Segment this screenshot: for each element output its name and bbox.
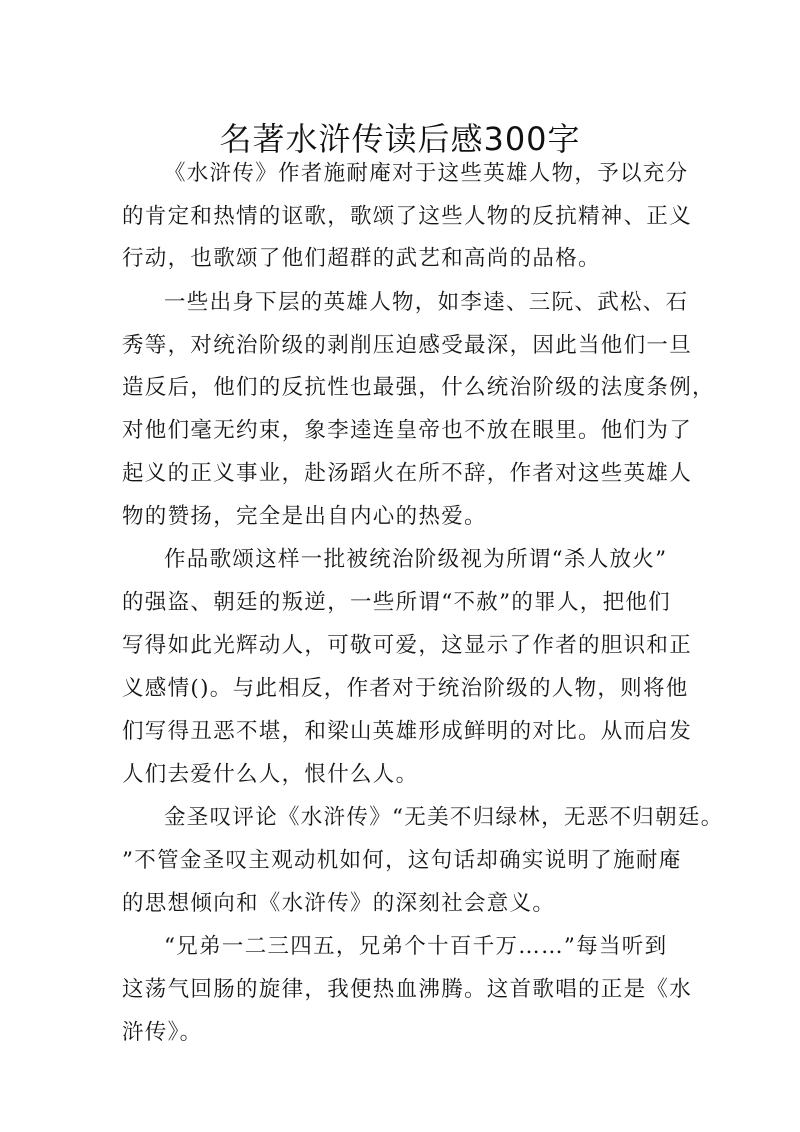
paragraph-3-line-3: 写得如此光辉动人，可敬可爱，这显示了作者的胆识和正: [122, 633, 693, 658]
paragraph-5-line-2: 这荡气回肠的旋律，我便热血沸腾。这首歌唱的正是《水: [122, 977, 693, 1002]
paragraph-1-line-2: 的肯定和热情的讴歌，歌颂了这些人物的反抗精神、正义: [122, 204, 693, 229]
paragraph-2-line-4: 对他们毫无约束，象李逵连皇帝也不放在眼里。他们为了: [122, 418, 693, 443]
paragraph-2-line-5: 起义的正义事业，赴汤蹈火在所不辞，作者对这些英雄人: [122, 461, 693, 486]
paragraph-3-line-2: 的强盗、朝廷的叛逆，一些所谓“不赦”的罪人，把他们: [122, 590, 671, 615]
paragraph-3-line-4: 义感情()。与此相反，作者对于统治阶级的人物，则将他: [122, 676, 689, 701]
paragraph-1-line-1: 《水浒传》作者施耐庵对于这些英雄人物，予以充分: [164, 161, 689, 186]
paragraph-3-line-6: 人们去爱什么人，恨什么人。: [122, 762, 419, 787]
paragraph-1-line-3: 行动，也歌颂了他们超群的武艺和高尚的品格。: [122, 246, 601, 271]
paragraph-3-line-1: 作品歌颂这样一批被统治阶级视为所谓“杀人放火”: [164, 547, 668, 572]
paragraph-4-line-3: 的思想倾向和《水浒传》的深刻社会意义。: [122, 891, 556, 916]
paragraph-2-line-1: 一些出身下层的英雄人物，如李逵、三阮、武松、石: [164, 290, 689, 315]
paragraph-2-line-3: 造反后，他们的反抗性也最强，什么统治阶级的法度条例，: [122, 375, 715, 400]
paragraph-5-line-3: 浒传》。: [122, 1020, 203, 1045]
paragraph-4-line-1: 金圣叹评论《水浒传》“无美不归绿林，无恶不归朝廷。: [164, 805, 724, 830]
paragraph-2-line-2: 秀等，对统治阶级的剥削压迫感受最深，因此当他们一旦: [122, 333, 693, 358]
paragraph-3-line-5: 们写得丑恶不堪，和梁山英雄形成鲜明的对比。从而启发: [122, 719, 693, 744]
paragraph-5-line-1: “兄弟一二三四五，兄弟个十百千万……”每当听到: [164, 934, 668, 959]
document-title: 名著水浒传读后感300字: [219, 120, 581, 159]
paragraph-4-line-2: ”不管金圣叹主观动机如何，这句话却确实说明了施耐庵: [122, 848, 682, 873]
paragraph-2-line-6: 物的赞扬，完全是出自内心的热爱。: [122, 504, 487, 529]
